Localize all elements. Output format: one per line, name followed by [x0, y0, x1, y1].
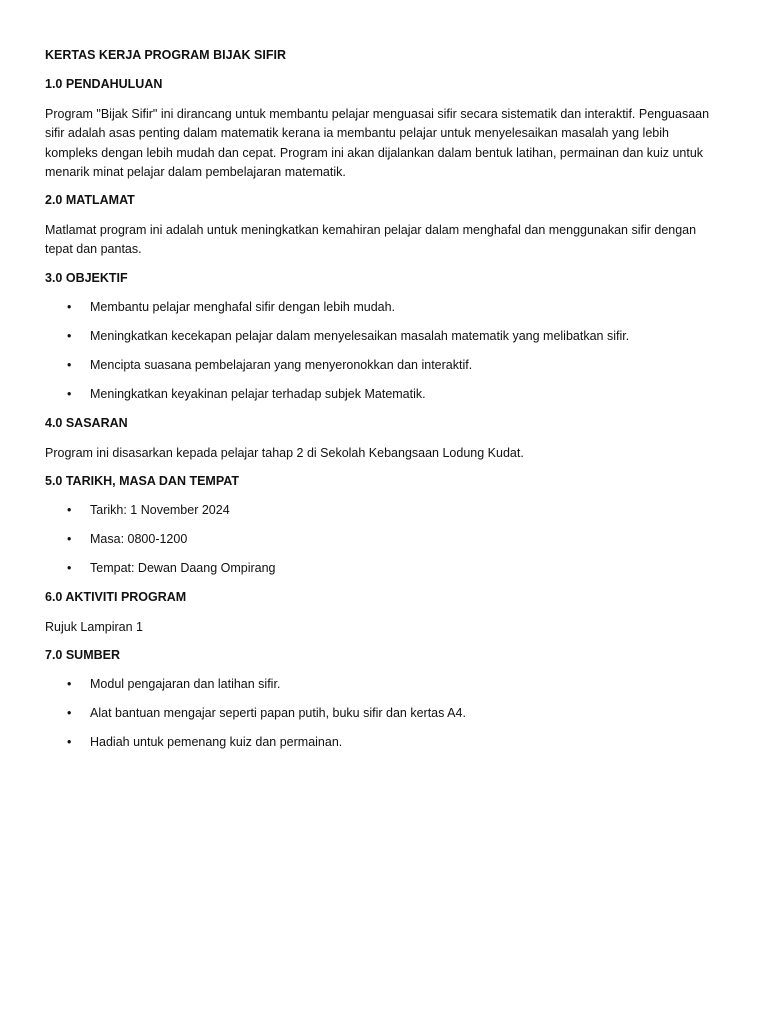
list-item-text: Hadiah untuk pemenang kuiz dan permainan.	[90, 735, 343, 750]
list-item	[45, 676, 718, 693]
section-heading-matlamat: 2.0 MATLAMAT	[45, 193, 135, 208]
section-heading-tarikh-masa-tempat: 5.0 TARIKH, MASA DAN TEMPAT	[45, 474, 239, 489]
list-item-text: Tempat: Dewan Daang Ompirang	[90, 561, 276, 576]
section-paragraph-pendahuluan: Program "Bijak Sifir" ini dirancang untuk membantu pelajar menguasai sifir secara sistematik dan interaktif. Penguasaan sifir adalah asas penting dalam matematik kerana ia membantu pelajar untuk menyelesaikan masalah yang lebih kompleks dengan lebih mudah dan cepat. Program ini akan dijalankan dalam bentuk latihan, permainan dan kuiz untuk menarik minat pelajar dalam pembelajaran matematik.	[45, 107, 710, 179]
section-paragraph-matlamat: Matlamat program ini adalah untuk meningkatkan kemahiran pelajar dalam menghafal dan menggunakan sifir dengan tepat dan pantas.	[45, 223, 697, 257]
list-item-text: Mencipta suasana pembelajaran yang menyeronokkan dan interaktif.	[90, 357, 473, 372]
list-item-text: Modul pengajaran dan latihan sifir.	[90, 677, 281, 692]
list-item-text: Masa: 0800-1200	[90, 532, 188, 547]
bullet-icon: •	[67, 561, 72, 576]
list-item	[45, 328, 718, 345]
section-heading-sasaran: 4.0 SASARAN	[45, 415, 128, 430]
bullet-icon: •	[67, 735, 72, 750]
list-item	[45, 734, 718, 751]
bullet-icon: •	[67, 503, 72, 518]
sumber-list	[45, 676, 718, 751]
list-item	[45, 531, 718, 548]
bullet-icon: •	[67, 677, 72, 692]
list-item-text: Tarikh: 1 November 2024	[90, 503, 230, 518]
bullet-icon: •	[67, 532, 72, 547]
section-heading-objektif: 3.0 OBJEKTIF	[45, 270, 128, 285]
bullet-icon: •	[67, 299, 72, 314]
list-item-text: Meningkatkan keyakinan pelajar terhadap subjek Matematik.	[90, 386, 426, 401]
list-item	[45, 386, 718, 403]
section-paragraph-aktiviti-program: Rujuk Lampiran 1	[45, 620, 143, 635]
bullet-icon: •	[67, 706, 72, 721]
section-paragraph-sasaran: Program ini disasarkan kepada pelajar tahap 2 di Sekolah Kebangsaan Lodung Kudat.	[45, 445, 524, 460]
section-heading-sumber: 7.0 SUMBER	[45, 648, 121, 663]
list-item	[45, 299, 718, 316]
list-item	[45, 357, 718, 374]
list-item	[45, 560, 718, 577]
bullet-icon: •	[67, 386, 72, 401]
document-title: KERTAS KERJA PROGRAM BIJAK SIFIR	[45, 48, 286, 62]
list-item	[45, 502, 718, 519]
list-item-text: Membantu pelajar menghafal sifir dengan lebih mudah.	[90, 299, 396, 314]
list-item-text: Meningkatkan kecekapan pelajar dalam menyelesaikan masalah matematik yang melibatkan sifir.	[90, 328, 630, 343]
section-heading-pendahuluan: 1.0 PENDAHULUAN	[45, 77, 163, 91]
objektif-list	[45, 299, 718, 403]
list-item-text: Alat bantuan mengajar seperti papan putih, buku sifir dan kertas A4.	[90, 706, 466, 721]
list-item	[45, 705, 718, 722]
section-heading-aktiviti-program: 6.0 AKTIVITI PROGRAM	[45, 590, 187, 605]
tarikh-masa-tempat-list	[45, 502, 718, 577]
bullet-icon: •	[67, 328, 72, 343]
bullet-icon: •	[67, 357, 72, 372]
